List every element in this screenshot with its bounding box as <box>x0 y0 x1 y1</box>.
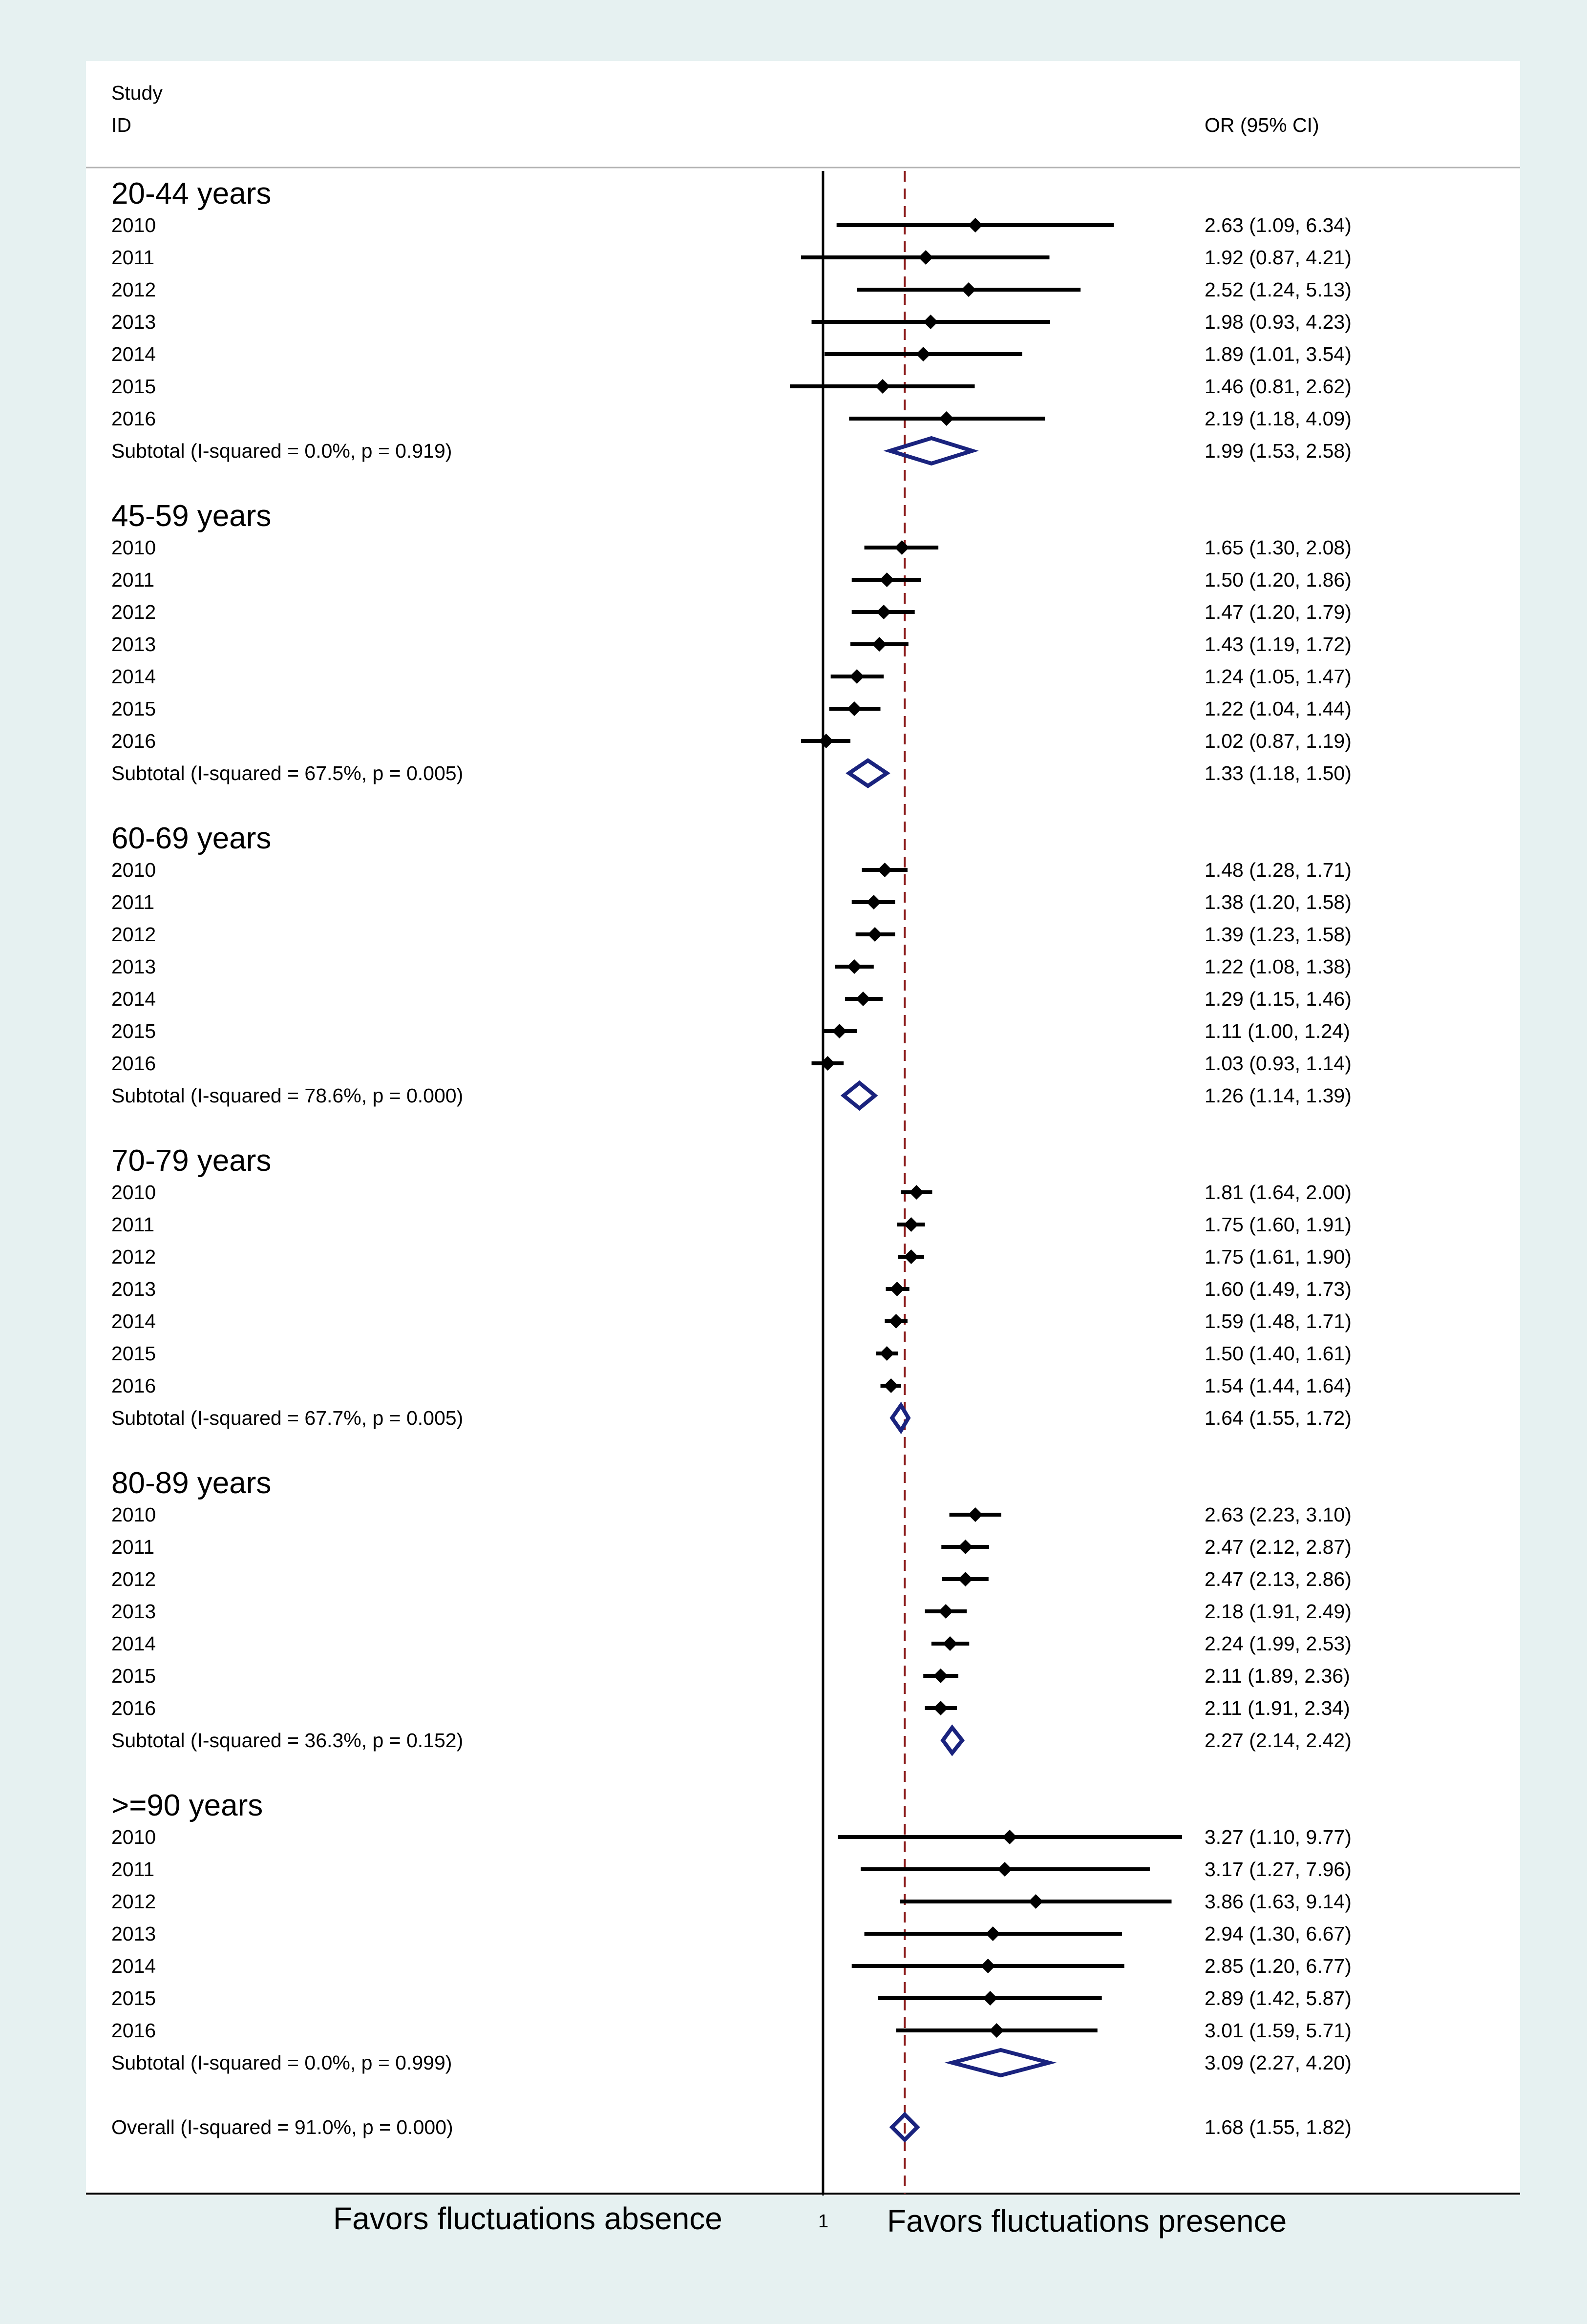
study-id-label: 2012 <box>111 278 156 301</box>
study-id-label: 2013 <box>111 311 156 333</box>
point-estimate <box>909 1185 924 1200</box>
estimate-label: 3.86 (1.63, 9.14) <box>1205 1890 1352 1913</box>
forest-plot <box>86 61 1520 2196</box>
study-id-label: 2016 <box>111 1374 156 1397</box>
estimate-label: 1.11 (1.00, 1.24) <box>1205 1020 1350 1042</box>
point-estimate <box>938 1604 953 1619</box>
subtotal-estimate-label: 3.09 (2.27, 4.20) <box>1205 2051 1352 2074</box>
subtotal-label: Subtotal (I-squared = 0.0%, p = 0.999) <box>111 2051 452 2074</box>
study-id-label: 2016 <box>111 1052 156 1075</box>
study-id-label: 2014 <box>111 988 156 1010</box>
study-id-label: 2015 <box>111 375 156 398</box>
study-id-label: 2010 <box>111 214 156 236</box>
point-estimate <box>986 1926 1000 1941</box>
study-id-label: 2016 <box>111 1697 156 1719</box>
point-estimate <box>875 379 890 394</box>
group-heading: 60-69 years <box>111 822 272 855</box>
group-heading: 70-79 years <box>111 1144 272 1178</box>
estimate-label: 1.22 (1.04, 1.44) <box>1205 697 1352 720</box>
estimate-label: 1.92 (0.87, 4.21) <box>1205 246 1352 269</box>
subtotal-label: Subtotal (I-squared = 0.0%, p = 0.919) <box>111 440 452 462</box>
study-id-label: 2010 <box>111 1181 156 1204</box>
study-id-label: 2011 <box>111 891 155 913</box>
estimate-label: 2.24 (1.99, 2.53) <box>1205 1632 1352 1655</box>
point-estimate <box>868 927 882 942</box>
point-estimate <box>894 540 909 555</box>
study-id-label: 2015 <box>111 1987 156 2009</box>
point-estimate <box>877 863 892 877</box>
estimate-label: 1.65 (1.30, 2.08) <box>1205 536 1352 559</box>
estimate-label: 2.63 (1.09, 6.34) <box>1205 214 1352 236</box>
estimate-label: 1.47 (1.20, 1.79) <box>1205 601 1352 623</box>
point-estimate <box>872 637 887 652</box>
study-id-label: 2016 <box>111 730 156 752</box>
plot-panel <box>86 61 1520 2239</box>
study-id-label: 2010 <box>111 1826 156 1848</box>
estimate-label: 1.98 (0.93, 4.23) <box>1205 311 1352 333</box>
point-estimate <box>867 895 881 909</box>
point-estimate <box>904 1217 918 1232</box>
estimate-label: 2.18 (1.91, 2.49) <box>1205 1600 1352 1623</box>
point-estimate <box>997 1862 1012 1877</box>
estimate-label: 3.17 (1.27, 7.96) <box>1205 1858 1352 1880</box>
overall-estimate-label: 1.68 (1.55, 1.82) <box>1205 2116 1352 2138</box>
point-estimate <box>880 1346 894 1361</box>
subtotal-estimate-label: 1.99 (1.53, 2.58) <box>1205 440 1352 462</box>
estimate-label: 1.02 (0.87, 1.19) <box>1205 730 1352 752</box>
point-estimate <box>880 572 894 587</box>
overall-label: Overall (I-squared = 91.0%, p = 0.000) <box>111 2116 453 2138</box>
study-id-label: 2012 <box>111 601 156 623</box>
estimate-label: 2.11 (1.89, 2.36) <box>1205 1665 1350 1687</box>
study-id-label: 2014 <box>111 1632 156 1655</box>
study-id-label: 2013 <box>111 1600 156 1623</box>
reference-tick-label: 1 <box>818 2211 829 2232</box>
point-estimate <box>981 1959 995 1973</box>
estimate-label: 2.47 (2.13, 2.86) <box>1205 1568 1352 1590</box>
favors-presence-label: Favors fluctuations presence <box>887 2203 1287 2239</box>
study-id-label: 2011 <box>111 246 155 269</box>
estimate-label: 1.50 (1.20, 1.86) <box>1205 569 1352 591</box>
point-estimate <box>923 315 938 329</box>
group-heading: 20-44 years <box>111 177 272 211</box>
study-id-label: 2010 <box>111 536 156 559</box>
point-estimate <box>968 1507 983 1522</box>
estimate-label: 1.46 (0.81, 2.62) <box>1205 375 1352 398</box>
point-estimate <box>847 701 862 716</box>
estimate-label: 1.75 (1.60, 1.91) <box>1205 1213 1352 1236</box>
study-id-label: 2011 <box>111 1536 155 1558</box>
subtotal-diamond <box>890 438 973 464</box>
estimate-label: 2.89 (1.42, 5.87) <box>1205 1987 1352 2009</box>
estimate-label: 1.60 (1.49, 1.73) <box>1205 1278 1352 1300</box>
subtotal-label: Subtotal (I-squared = 67.7%, p = 0.005) <box>111 1407 464 1429</box>
subtotal-label: Subtotal (I-squared = 67.5%, p = 0.005) <box>111 762 464 784</box>
point-estimate <box>989 2023 1004 2038</box>
point-estimate <box>819 734 833 748</box>
study-id-label: 2010 <box>111 859 156 881</box>
point-estimate <box>884 1378 898 1393</box>
estimate-label: 3.27 (1.10, 9.77) <box>1205 1826 1352 1848</box>
point-estimate <box>918 250 933 265</box>
header-estimate-label: OR (95% CI) <box>1205 114 1319 136</box>
subtotal-estimate-label: 1.33 (1.18, 1.50) <box>1205 762 1352 784</box>
estimate-label: 3.01 (1.59, 5.71) <box>1205 2019 1352 2042</box>
study-id-label: 2016 <box>111 407 156 430</box>
point-estimate <box>961 282 976 297</box>
subtotal-estimate-label: 2.27 (2.14, 2.42) <box>1205 1729 1352 1752</box>
estimate-label: 2.11 (1.91, 2.34) <box>1205 1697 1350 1719</box>
study-id-label: 2013 <box>111 955 156 978</box>
estimate-label: 2.63 (2.23, 3.10) <box>1205 1503 1352 1526</box>
estimate-label: 1.43 (1.19, 1.72) <box>1205 633 1352 655</box>
favors-absence-label: Favors fluctuations absence <box>333 2201 722 2236</box>
subtotal-diamond <box>952 2050 1049 2075</box>
estimate-label: 1.22 (1.08, 1.38) <box>1205 955 1352 978</box>
point-estimate <box>1002 1830 1017 1844</box>
subtotal-label: Subtotal (I-squared = 36.3%, p = 0.152) <box>111 1729 464 1752</box>
point-estimate <box>958 1572 973 1586</box>
point-estimate <box>847 959 862 974</box>
study-id-label: 2015 <box>111 1020 156 1042</box>
estimate-label: 1.39 (1.23, 1.58) <box>1205 923 1352 946</box>
study-id-label: 2013 <box>111 633 156 655</box>
study-id-label: 2014 <box>111 1310 156 1332</box>
point-estimate <box>849 669 864 684</box>
study-id-label: 2011 <box>111 1213 155 1236</box>
point-estimate <box>933 1669 948 1683</box>
estimate-label: 2.19 (1.18, 4.09) <box>1205 407 1352 430</box>
study-id-label: 2014 <box>111 1955 156 1977</box>
study-id-label: 2014 <box>111 665 156 688</box>
estimate-label: 1.38 (1.20, 1.58) <box>1205 891 1352 913</box>
study-id-label: 2012 <box>111 923 156 946</box>
point-estimate <box>904 1249 918 1264</box>
header-study-label: Study <box>111 82 163 104</box>
study-id-label: 2010 <box>111 1503 156 1526</box>
estimate-label: 2.94 (1.30, 6.67) <box>1205 1923 1352 1945</box>
point-estimate <box>939 411 954 426</box>
header-id-label: ID <box>111 114 131 136</box>
point-estimate <box>968 218 983 232</box>
subtotal-label: Subtotal (I-squared = 78.6%, p = 0.000) <box>111 1084 464 1107</box>
subtotal-diamond <box>844 1083 875 1108</box>
estimate-label: 1.50 (1.40, 1.61) <box>1205 1342 1352 1365</box>
point-estimate <box>856 992 870 1006</box>
estimate-label: 2.47 (2.12, 2.87) <box>1205 1536 1352 1558</box>
point-estimate <box>943 1636 957 1651</box>
study-id-label: 2015 <box>111 1342 156 1365</box>
group-heading: 80-89 years <box>111 1466 272 1500</box>
group-heading: >=90 years <box>111 1789 263 1822</box>
point-estimate <box>832 1024 847 1038</box>
study-id-label: 2011 <box>111 1858 155 1880</box>
estimate-label: 1.75 (1.61, 1.90) <box>1205 1246 1352 1268</box>
study-id-label: 2016 <box>111 2019 156 2042</box>
subtotal-estimate-label: 1.64 (1.55, 1.72) <box>1205 1407 1352 1429</box>
estimate-label: 2.85 (1.20, 6.77) <box>1205 1955 1352 1977</box>
study-id-label: 2014 <box>111 343 156 365</box>
point-estimate <box>983 1991 997 2006</box>
point-estimate <box>1029 1894 1043 1909</box>
study-id-label: 2011 <box>111 569 155 591</box>
point-estimate <box>933 1701 948 1715</box>
subtotal-diamond <box>849 761 887 786</box>
study-id-label: 2012 <box>111 1890 156 1913</box>
group-heading: 45-59 years <box>111 499 272 533</box>
study-id-label: 2015 <box>111 697 156 720</box>
point-estimate <box>916 347 931 361</box>
subtotal-estimate-label: 1.26 (1.14, 1.39) <box>1205 1084 1352 1107</box>
estimate-label: 1.29 (1.15, 1.46) <box>1205 988 1352 1010</box>
estimate-label: 1.48 (1.28, 1.71) <box>1205 859 1352 881</box>
study-id-label: 2012 <box>111 1568 156 1590</box>
estimate-label: 1.54 (1.44, 1.64) <box>1205 1374 1352 1397</box>
estimate-label: 1.81 (1.64, 2.00) <box>1205 1181 1352 1204</box>
point-estimate <box>876 605 891 619</box>
estimate-label: 2.52 (1.24, 5.13) <box>1205 278 1352 301</box>
study-id-label: 2013 <box>111 1278 156 1300</box>
estimate-label: 1.03 (0.93, 1.14) <box>1205 1052 1352 1075</box>
point-estimate <box>958 1540 973 1554</box>
study-id-label: 2012 <box>111 1246 156 1268</box>
study-id-label: 2015 <box>111 1665 156 1687</box>
study-id-label: 2013 <box>111 1923 156 1945</box>
point-estimate <box>889 1282 904 1296</box>
estimate-label: 1.89 (1.01, 3.54) <box>1205 343 1352 365</box>
estimate-label: 1.24 (1.05, 1.47) <box>1205 665 1352 688</box>
subtotal-diamond <box>892 1405 909 1431</box>
estimate-label: 1.59 (1.48, 1.71) <box>1205 1310 1352 1332</box>
point-estimate <box>889 1314 903 1329</box>
subtotal-diamond <box>943 1728 962 1753</box>
